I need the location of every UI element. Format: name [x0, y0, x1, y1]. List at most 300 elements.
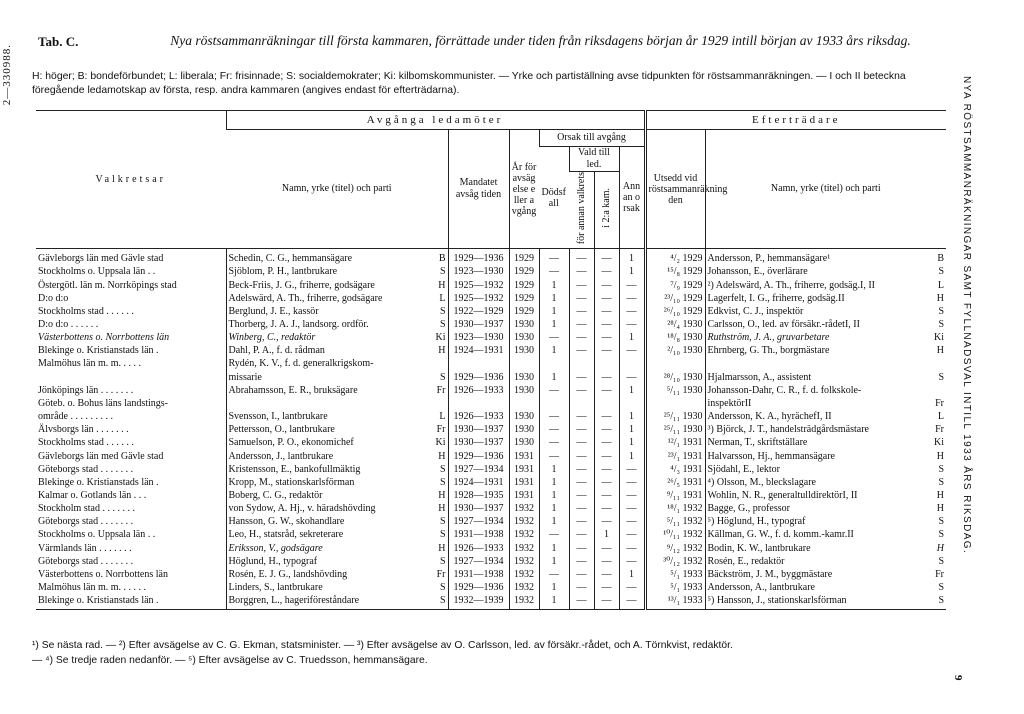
namn-cell: Borggren, L., hageriföreståndare [226, 594, 424, 610]
eftertradare-namn-cell: Johansson-Dahr, C. R., f. d. folkskole- [705, 384, 924, 397]
mandat-cell: 1923—1930 [448, 265, 509, 278]
parti-cell: S [439, 529, 446, 541]
table-row [36, 581, 946, 594]
dodsfall-cell: 1 [539, 515, 569, 528]
eftertradare-namn-cell: Ehrnberg, G. Th., borgmästare [705, 344, 924, 357]
dodsfall-cell: — [539, 410, 569, 423]
andra-kam-cell: — [594, 292, 619, 305]
header-eftertradare: Efterträdare [645, 111, 946, 130]
namn-cell: Höglund, H., typograf [226, 555, 424, 568]
annan-valkrets-cell: — [569, 515, 594, 528]
annan-valkrets-cell: — [569, 463, 594, 476]
parti-cell: Ki [435, 332, 446, 344]
utsedd-cell: ²/₁₀ 1930 [645, 344, 705, 357]
dodsfall-cell [539, 397, 569, 410]
mandat-cell [448, 357, 509, 370]
page-title: Nya röstsammanräkningar till första kammaren, förrättade under tiden från riksdagens början år 1929 intill början av 1933 års riksdag. [170, 33, 911, 48]
ar-cell: 1932 [509, 528, 539, 541]
ar-cell: 1931 [509, 450, 539, 463]
namn-cell: Kristensson, E., bankofullmäktig [226, 463, 424, 476]
valkrets-cell: Göteborgs stad . . . . . . . [38, 516, 134, 528]
parti-cell [424, 397, 448, 410]
andra-kam-cell: — [594, 344, 619, 357]
namn-cell: Leo, H., statsråd, sekreterare [226, 528, 424, 541]
eftertradare-namn-cell: Andersson, A., lantbrukare [705, 581, 924, 594]
legend-text: H: höger; B: bondeförbundet; L: liberala; Fr: frisinnade; S: socialdemokrater; Ki: kilbomskommunister. — Yrke och partiställning avse tidpunkten för röstsammanräkningen. — I och II beteckna föregående ledamotskap av första, resp. andra kammaren (angives endast för efterträdarna). [32, 71, 906, 96]
parti-cell: Fr [436, 568, 446, 580]
parti-cell: S [439, 476, 446, 488]
valkrets-cell: Göteborgs stad . . . . . . . [38, 555, 134, 567]
namn-cell: Dahl, P. A., f. d. rådman [226, 344, 424, 357]
header-dodsfall: Dödsfall [539, 147, 569, 249]
ar-cell: 1929 [509, 279, 539, 292]
mandat-cell [448, 397, 509, 410]
eftertradare-namn-cell: Bäckström, J. M., byggmästare [705, 568, 924, 581]
eftertradare-parti-cell: H [936, 542, 945, 554]
table-row [36, 249, 946, 266]
valkrets-cell: Värmlands län . . . . . . . [38, 542, 132, 554]
annan-valkrets-cell: — [569, 423, 594, 436]
eftertradare-parti-cell: Ki [934, 332, 945, 344]
dodsfall-cell: 1 [539, 542, 569, 555]
table-row [36, 292, 946, 305]
eftertradare-namn-cell: ³) Björck, J. T., handelsträdgårdsmästare [705, 423, 924, 436]
eftertradare-parti-cell: S [938, 582, 945, 594]
eftertradare-parti-cell: S [938, 476, 945, 488]
utsedd-cell: ⁵/₁ 1933 [645, 568, 705, 581]
eftertradare-namn-cell: Sjödahl, E., lektor [705, 463, 924, 476]
dodsfall-cell: — [539, 423, 569, 436]
annan-valkrets-cell: — [569, 384, 594, 397]
header-orsak: Orsak till avgång [539, 130, 645, 147]
namn-cell: missarie [226, 371, 424, 384]
eftertradare-namn-cell: ²) Adelswärd, A. Th., friherre, godsäg.I, II [705, 279, 924, 292]
ar-cell: 1931 [509, 476, 539, 489]
valkrets-cell: Stockholm stad . . . . . . . [38, 503, 135, 515]
eftertradare-parti-cell: S [938, 318, 945, 330]
parti-cell: S [439, 463, 446, 475]
ar-cell: 1929 [509, 249, 539, 266]
andra-kam-cell: — [594, 463, 619, 476]
namn-cell: Berglund, J. E., kassör [226, 305, 424, 318]
namn-cell: Hansson, G. W., skohandlare [226, 515, 424, 528]
annan-orsak-cell: — [619, 542, 645, 555]
annan-valkrets-cell [569, 357, 594, 370]
eftertradare-namn-cell: ⁵) Höglund, H., typograf [705, 515, 924, 528]
dodsfall-cell: — [539, 265, 569, 278]
dodsfall-cell: 1 [539, 594, 569, 610]
annan-valkrets-cell: — [569, 331, 594, 344]
header-vald: Vald till led. [569, 147, 619, 172]
andra-kam-cell: — [594, 265, 619, 278]
annan-orsak-cell [619, 357, 645, 370]
parti-cell: B [438, 253, 446, 265]
valkrets-cell: Stockholms o. Uppsala län . . [38, 529, 156, 541]
valkrets-cell: D:o d:o . . . . . . [38, 318, 99, 330]
ar-cell: 1930 [509, 436, 539, 449]
eftertradare-parti-cell: L [937, 279, 945, 291]
parti-cell: H [438, 503, 446, 515]
annan-valkrets-cell: — [569, 542, 594, 555]
parti-cell: H [438, 450, 446, 462]
dodsfall-cell: 1 [539, 344, 569, 357]
utsedd-cell: ²⁵/₁₁ 1930 [645, 410, 705, 423]
dodsfall-cell: 1 [539, 476, 569, 489]
eftertradare-namn-cell: Johansson, E., överlärare [705, 265, 924, 278]
mandat-cell: 1927—1934 [448, 515, 509, 528]
namn-cell: Eriksson, V., godsägare [226, 542, 424, 555]
andra-kam-cell: — [594, 581, 619, 594]
utsedd-cell: ⁵/₁ 1933 [645, 581, 705, 594]
annan-valkrets-cell: — [569, 410, 594, 423]
annan-orsak-cell: — [619, 515, 645, 528]
annan-valkrets-cell: — [569, 450, 594, 463]
mandat-cell: 1923—1930 [448, 331, 509, 344]
andra-kam-cell: — [594, 555, 619, 568]
mandat-cell: 1926—1933 [448, 410, 509, 423]
namn-cell: Rydén, K. V., f. d. generalkrigskom- [226, 357, 424, 370]
ar-cell: 1932 [509, 502, 539, 515]
annan-valkrets-cell: — [569, 581, 594, 594]
ar-cell: 1931 [509, 489, 539, 502]
parti-cell: S [439, 318, 446, 330]
namn-cell: Boberg, C. G., redaktör [226, 489, 424, 502]
annan-valkrets-cell: — [569, 344, 594, 357]
page-number: 9 [952, 675, 964, 681]
mandat-cell: 1929—1936 [448, 581, 509, 594]
annan-orsak-cell: — [619, 581, 645, 594]
ar-cell: 1932 [509, 594, 539, 610]
annan-orsak-cell: — [619, 279, 645, 292]
annan-valkrets-cell: — [569, 305, 594, 318]
mandat-cell: 1922—1929 [448, 305, 509, 318]
utsedd-cell: ⁹/₁₂ 1932 [645, 542, 705, 555]
utsedd-cell: ⁴/₃ 1931 [645, 463, 705, 476]
annan-valkrets-cell: — [569, 265, 594, 278]
dodsfall-cell: 1 [539, 371, 569, 384]
eftertradare-parti-cell: S [938, 516, 945, 528]
namn-cell: Winberg, C., redaktör [226, 331, 424, 344]
annan-orsak-cell: 1 [619, 568, 645, 581]
utsedd-cell: ²⁵/₁₁ 1930 [645, 423, 705, 436]
andra-kam-cell: — [594, 450, 619, 463]
andra-kam-cell: — [594, 594, 619, 610]
table-row [36, 542, 946, 555]
dodsfall-cell: — [539, 528, 569, 541]
eftertradare-parti-cell: H [936, 292, 945, 304]
andra-kam-cell: — [594, 249, 619, 266]
parti-cell: S [439, 582, 446, 594]
mandat-cell: 1929—1936 [448, 249, 509, 266]
data-table [36, 110, 946, 610]
eftertradare-namn-cell: Halvarsson, Hj., hemmansägare [705, 450, 924, 463]
header-andra-kam: i 2:a kam. [594, 172, 619, 249]
andra-kam-cell: — [594, 318, 619, 331]
andra-kam-cell: — [594, 502, 619, 515]
utsedd-cell: ²⁶/₅ 1931 [645, 476, 705, 489]
utsedd-cell: ⁴/₂ 1929 [645, 249, 705, 266]
mandat-cell: 1926—1933 [448, 542, 509, 555]
andra-kam-cell: 1 [594, 528, 619, 541]
eftertradare-parti-cell: Fr [935, 424, 945, 436]
eftertradare-namn-cell: Edkvist, C. J., inspektör [705, 305, 924, 318]
annan-orsak-cell: 1 [619, 450, 645, 463]
andra-kam-cell: — [594, 423, 619, 436]
andra-kam-cell [594, 397, 619, 410]
parti-cell: S [439, 555, 446, 567]
eftertradare-parti-cell: H [936, 503, 945, 515]
mandat-cell: 1930—1937 [448, 502, 509, 515]
andra-kam-cell: — [594, 436, 619, 449]
ar-cell: 1932 [509, 515, 539, 528]
parti-cell: H [438, 279, 446, 291]
table-row [36, 423, 946, 436]
dodsfall-cell: 1 [539, 555, 569, 568]
eftertradare-parti-cell: S [938, 529, 945, 541]
utsedd-cell: ¹⁸/₈ 1930 [645, 331, 705, 344]
parti-cell: Fr [436, 424, 446, 436]
parti-cell: Ki [435, 437, 446, 449]
namn-cell: Svensson, I., lantbrukare [226, 410, 424, 423]
header-utsedd: Utsedd vid röstsammanräkning den [645, 130, 705, 249]
eftertradare-parti-cell [924, 357, 946, 370]
valkrets-cell: Västerbottens o. Norrbottens län [38, 568, 168, 580]
annan-valkrets-cell: — [569, 502, 594, 515]
footnotes [32, 638, 952, 668]
table-row [36, 436, 946, 449]
eftertradare-namn-cell: Wohlin, N. R., generaltulldirektörI, II [705, 489, 924, 502]
valkrets-cell: Göteb. o. Bohus läns landstings- [38, 397, 168, 409]
table-row [36, 265, 946, 278]
header-ar: År för avsägelse eller avgång [509, 130, 539, 249]
dodsfall-cell: 1 [539, 305, 569, 318]
utsedd-cell [645, 357, 705, 370]
header-avgangna: Avgånga ledamöter [226, 111, 645, 130]
parti-cell: S [439, 371, 446, 383]
eftertradare-namn-cell: Ruthström, J. A., gruvarbetare [705, 331, 924, 344]
ar-cell: 1932 [509, 542, 539, 555]
annan-orsak-cell: — [619, 344, 645, 357]
utsedd-cell: ²⁸/₄ 1930 [645, 318, 705, 331]
namn-cell: von Sydow, A. Hj., v. häradshövding [226, 502, 424, 515]
utsedd-cell: ²⁶/₁₀ 1929 [645, 305, 705, 318]
ar-cell: 1932 [509, 555, 539, 568]
parti-cell: S [439, 516, 446, 528]
ar-cell: 1930 [509, 318, 539, 331]
table-row [36, 318, 946, 331]
annan-valkrets-cell: — [569, 476, 594, 489]
eftertradare-namn-cell: inspektörII [705, 397, 924, 410]
annan-orsak-cell: 1 [619, 410, 645, 423]
eftertradare-namn-cell: Lagerfelt, I. G., friherre, godsäg.II [705, 292, 924, 305]
ar-cell: 1932 [509, 568, 539, 581]
eftertradare-parti-cell: H [936, 345, 945, 357]
table-row [36, 502, 946, 515]
namn-cell: Schedin, C. G., hemmansägare [226, 249, 424, 266]
annan-orsak-cell: 1 [619, 436, 645, 449]
namn-cell: Beck-Friis, J. G., friherre, godsägare [226, 279, 424, 292]
table-row [36, 397, 946, 410]
table-row [36, 305, 946, 318]
dodsfall-cell: — [539, 568, 569, 581]
parti-cell: S [439, 266, 446, 278]
ar-cell [509, 357, 539, 370]
ar-cell: 1931 [509, 463, 539, 476]
dodsfall-cell: 1 [539, 279, 569, 292]
andra-kam-cell: — [594, 384, 619, 397]
valkrets-cell: Gävleborgs län med Gävle stad [38, 253, 164, 265]
mandat-cell: 1926—1933 [448, 384, 509, 397]
mandat-cell: 1930—1937 [448, 318, 509, 331]
table-row [36, 568, 946, 581]
eftertradare-parti-cell: S [938, 463, 945, 475]
annan-valkrets-cell: — [569, 594, 594, 610]
eftertradare-namn-cell: Andersson, K. A., hyrächefI, II [705, 410, 924, 423]
andra-kam-cell: — [594, 305, 619, 318]
mandat-cell: 1924—1931 [448, 476, 509, 489]
table-row [36, 555, 946, 568]
namn-cell [226, 397, 424, 410]
valkrets-cell: område . . . . . . . . . [38, 411, 113, 423]
table-row [36, 279, 946, 292]
eftertradare-namn-cell: Bodin, K. W., lantbrukare [705, 542, 924, 555]
valkrets-cell: Stockholms stad . . . . . . [38, 437, 134, 449]
ar-cell: 1930 [509, 371, 539, 384]
mandat-cell: 1928—1935 [448, 489, 509, 502]
annan-valkrets-cell: — [569, 436, 594, 449]
eftertradare-namn-cell: Nerman, T., skriftställare [705, 436, 924, 449]
utsedd-cell: ⁵/₁₁ 1930 [645, 384, 705, 397]
valkrets-cell: Älvsborgs län . . . . . . . [38, 424, 129, 436]
mandat-cell: 1930—1937 [448, 436, 509, 449]
table-row [36, 384, 946, 397]
parti-cell: H [438, 345, 446, 357]
eftertradare-parti-cell: Ki [934, 437, 945, 449]
valkrets-cell: Gävleborgs län med Gävle stad [38, 450, 164, 462]
table-row [36, 344, 946, 357]
dodsfall-cell: 1 [539, 581, 569, 594]
table-row [36, 489, 946, 502]
utsedd-cell: ¹⁸/₁ 1932 [645, 502, 705, 515]
eftertradare-parti-cell: H [936, 490, 945, 502]
table-row [36, 410, 946, 423]
andra-kam-cell: — [594, 542, 619, 555]
eftertradare-parti-cell: S [938, 371, 945, 383]
eftertradare-parti-cell: L [937, 411, 945, 423]
annan-orsak-cell: 1 [619, 265, 645, 278]
mandat-cell: 1929—1936 [448, 371, 509, 384]
andra-kam-cell: — [594, 515, 619, 528]
mandat-cell: 1924—1931 [448, 344, 509, 357]
eftertradare-parti-cell: B [937, 253, 945, 265]
namn-cell: Sjöblom, P. H., lantbrukare [226, 265, 424, 278]
annan-orsak-cell: — [619, 305, 645, 318]
eftertradare-parti-cell: Fr [935, 397, 945, 409]
dodsfall-cell: 1 [539, 489, 569, 502]
footnote-line: ¹) Se nästa rad. — ²) Efter avsägelse av C. G. Ekman, statsminister. — ³) Efter avsägelse av O. Carlsson, led. av försäkr.-rådet, och A. Törnkvist, redaktör. [32, 640, 733, 651]
annan-orsak-cell: — [619, 594, 645, 610]
table-label: Tab. C. [38, 34, 79, 49]
parti-cell: H [438, 490, 446, 502]
table-row [36, 357, 946, 370]
dodsfall-cell: — [539, 249, 569, 266]
utsedd-cell: ³⁰/₁₂ 1932 [645, 555, 705, 568]
dodsfall-cell: — [539, 384, 569, 397]
dodsfall-cell: 1 [539, 502, 569, 515]
ar-cell: 1930 [509, 384, 539, 397]
annan-orsak-cell: — [619, 476, 645, 489]
eftertradare-parti-cell: S [938, 305, 945, 317]
eftertradare-parti-cell: S [938, 555, 945, 567]
valkrets-cell: Jönköpings län . . . . . . . [38, 384, 134, 396]
andra-kam-cell [594, 357, 619, 370]
mandat-cell: 1929—1936 [448, 450, 509, 463]
eftertradare-namn-cell: Carlsson, O., led. av försäkr.-rådetI, II [705, 318, 924, 331]
annan-valkrets-cell: — [569, 249, 594, 266]
header-annan-valkrets: för annan valkrets [569, 172, 594, 249]
annan-valkrets-cell: — [569, 568, 594, 581]
parti-cell: S [424, 594, 448, 610]
annan-orsak-cell: 1 [619, 384, 645, 397]
eftertradare-parti-cell: S [924, 594, 946, 610]
table-row [36, 515, 946, 528]
utsedd-cell: ¹³/₁ 1933 [645, 594, 705, 610]
ar-cell: 1930 [509, 331, 539, 344]
andra-kam-cell: — [594, 331, 619, 344]
annan-orsak-cell: — [619, 371, 645, 384]
valkrets-cell: Östergötl. län m. Norrköpings stad [38, 279, 177, 291]
annan-orsak-cell: — [619, 489, 645, 502]
eftertradare-namn-cell: ⁵) Hansson, J., stationskarlsförman [705, 594, 924, 610]
valkrets-cell [36, 371, 226, 384]
andra-kam-cell: — [594, 568, 619, 581]
annan-orsak-cell: — [619, 318, 645, 331]
namn-cell: Kropp, M., stationskarlsförman [226, 476, 424, 489]
dodsfall-cell: 1 [539, 318, 569, 331]
eftertradare-namn-cell: Källman, G. W., f. d. komm.-kamr.II [705, 528, 924, 541]
eftertradare-parti-cell: S [938, 266, 945, 278]
utsedd-cell: ¹⁵/₈ 1929 [645, 265, 705, 278]
annan-valkrets-cell [569, 397, 594, 410]
ar-cell: 1932 [509, 581, 539, 594]
utsedd-cell: ²⁸/₁₀ 1930 [645, 371, 705, 384]
ar-cell: 1929 [509, 265, 539, 278]
ar-cell: 1929 [509, 305, 539, 318]
annan-orsak-cell: — [619, 292, 645, 305]
annan-orsak-cell: — [619, 463, 645, 476]
annan-orsak-cell: 1 [619, 249, 645, 266]
ar-cell: 1930 [509, 423, 539, 436]
eftertradare-parti-cell: H [936, 450, 945, 462]
annan-valkrets-cell: — [569, 318, 594, 331]
valkrets-cell: Göteborgs stad . . . . . . . [38, 463, 134, 475]
eftertradare-namn-cell: Rosén, E., redaktör [705, 555, 924, 568]
parti-cell [424, 357, 448, 370]
namn-cell: Thorberg, J. A. J., landsorg. ordför. [226, 318, 424, 331]
utsedd-cell: ⁵/₁₁ 1932 [645, 515, 705, 528]
parti-cell: Fr [436, 384, 446, 396]
utsedd-cell: ⁷/₉ 1929 [645, 279, 705, 292]
valkrets-cell: Blekinge o. Kristianstads län . [36, 594, 226, 610]
annan-valkrets-cell: — [569, 279, 594, 292]
valkrets-cell: Stockholms stad . . . . . . [38, 305, 134, 317]
mandat-cell: 1931—1938 [448, 568, 509, 581]
namn-cell: Samuelson, P. O., ekonomichef [226, 436, 424, 449]
eftertradare-parti-cell: Fr [935, 568, 945, 580]
parti-cell: H [438, 542, 446, 554]
footnote-line: — ⁴) Se tredje raden nedanför. — ⁵) Efter avsägelse av C. Truedsson, hemmansägare. [32, 655, 428, 666]
valkrets-cell: Blekinge o. Kristianstads län . [38, 476, 159, 488]
